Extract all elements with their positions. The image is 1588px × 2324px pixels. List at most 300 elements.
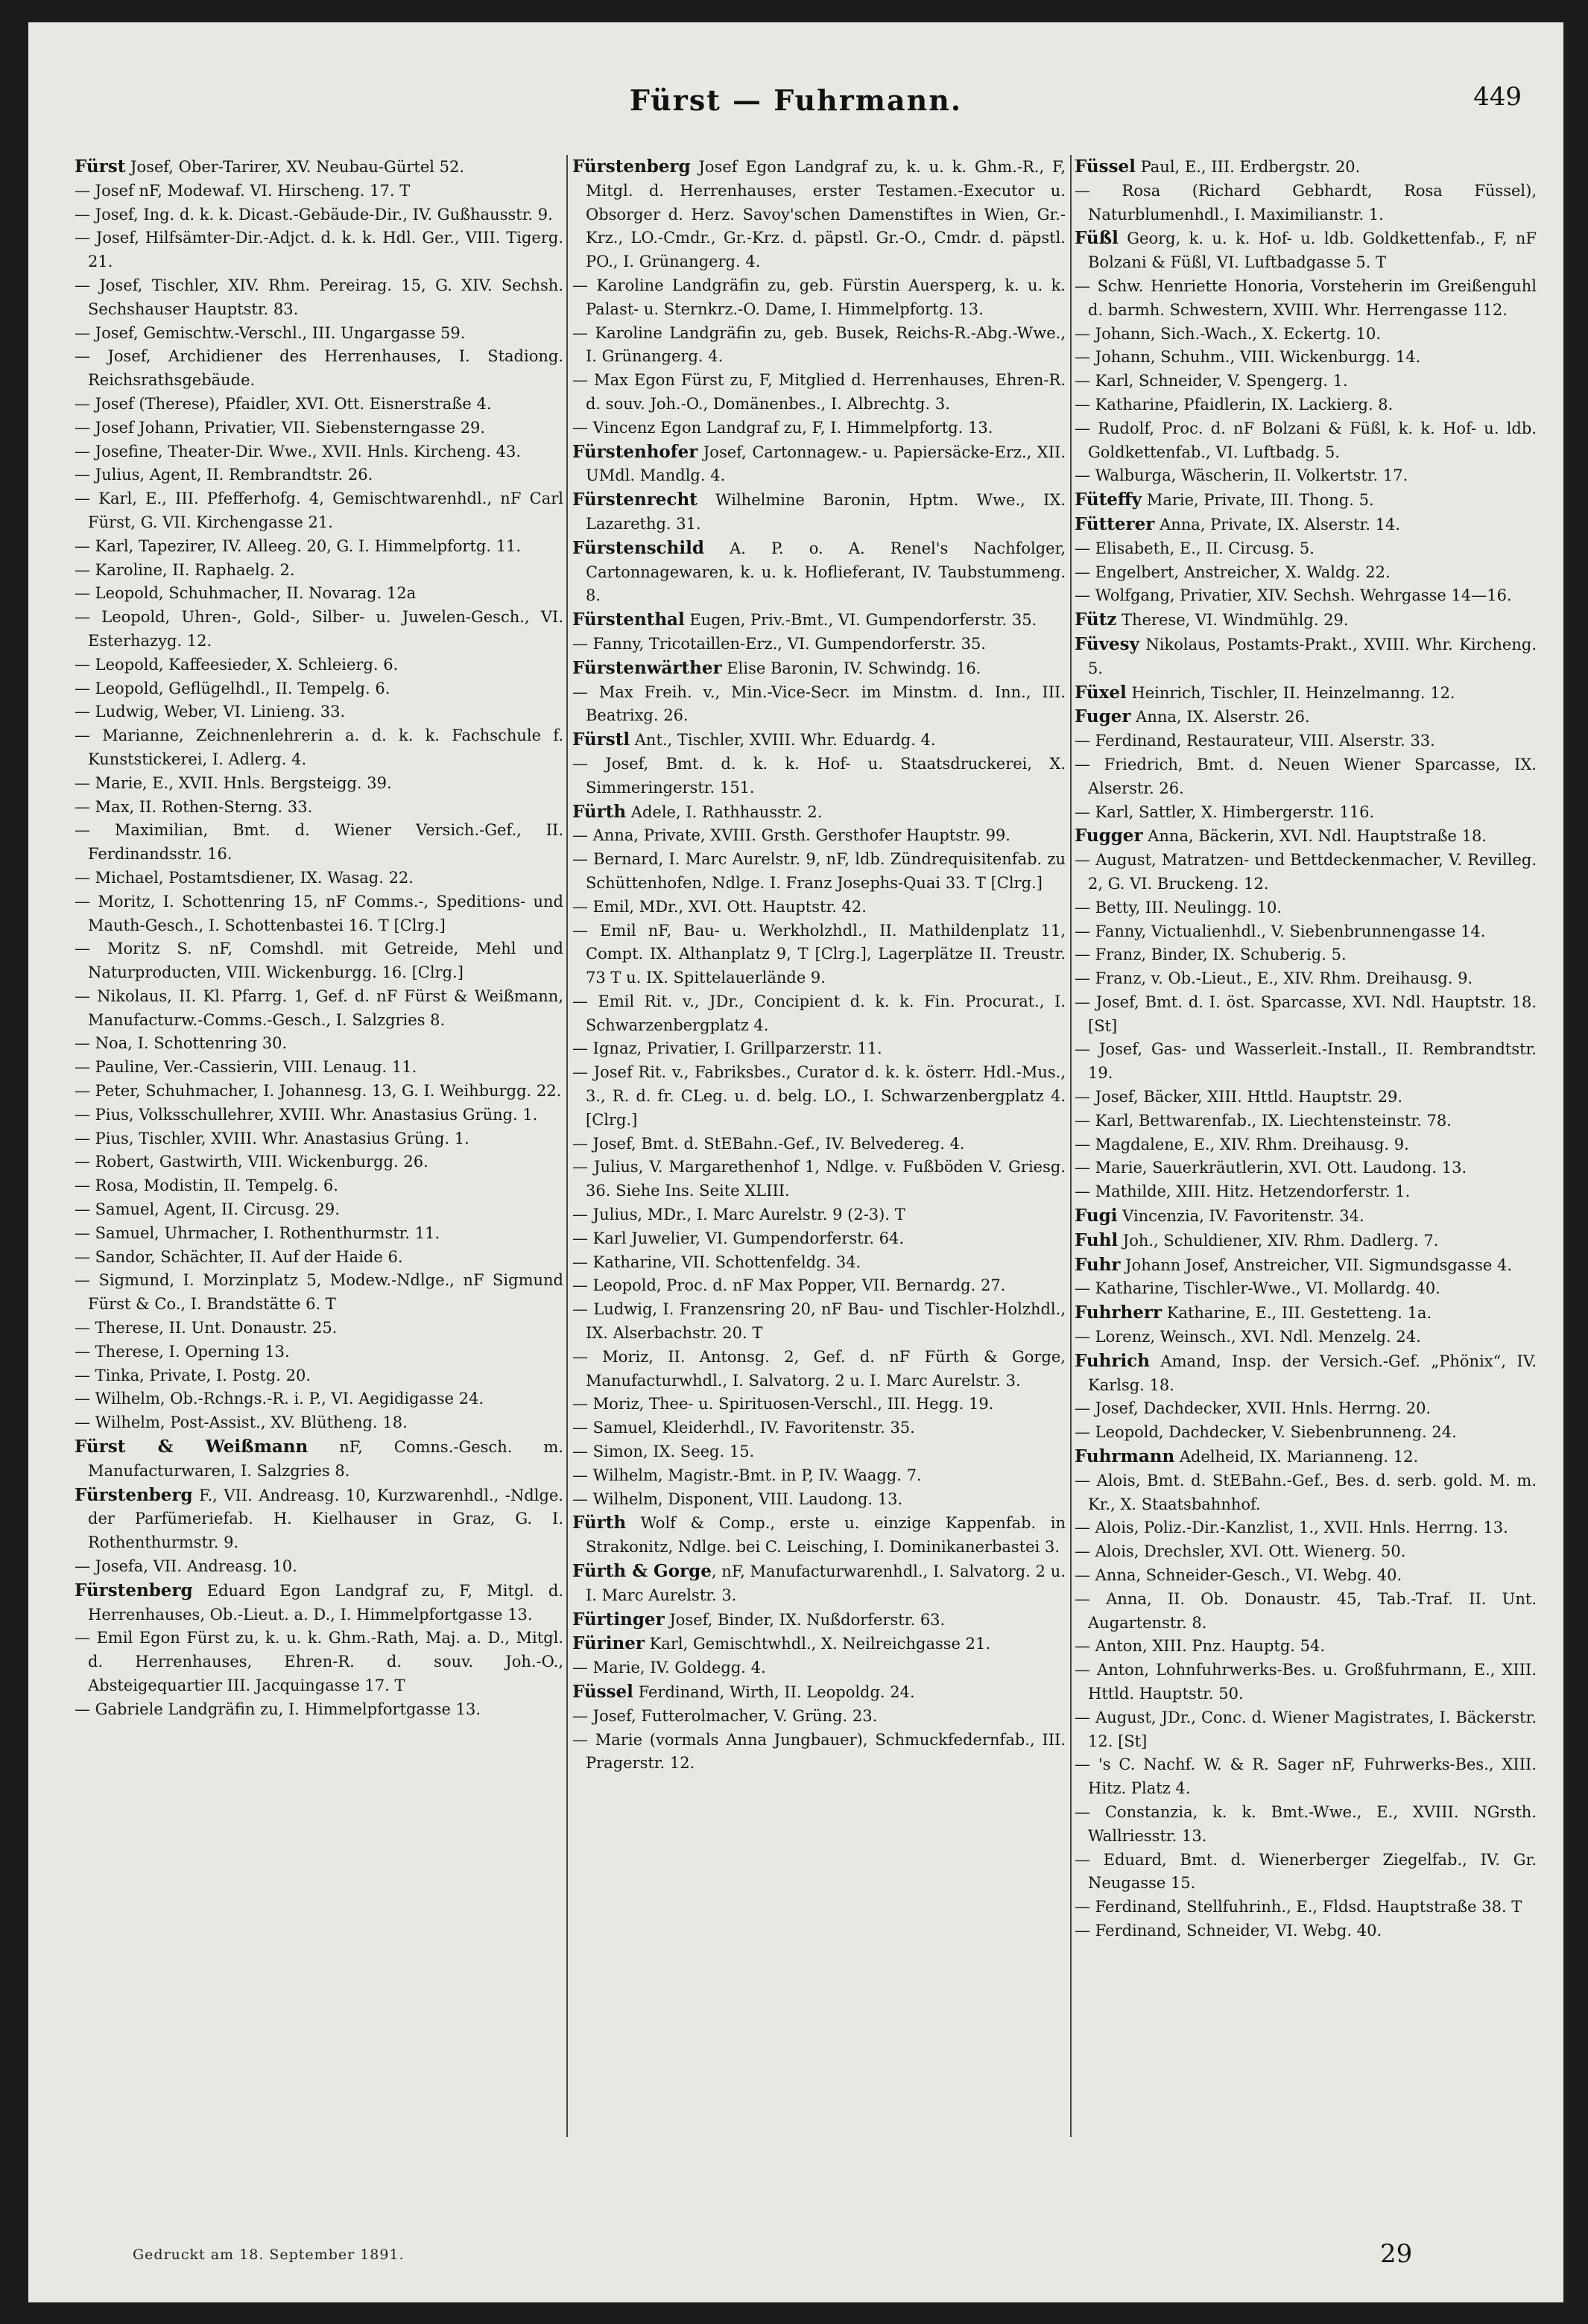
entry-text: — Fanny, Victualienhdl., V. Siebenbrunnengasse 14. — [1075, 922, 1486, 940]
entry-text: Anna, Private, IX. Alserstr. 14. — [1154, 515, 1401, 533]
entry-text: Wilhelmine Baronin, Hptm. Wwe., IX. Lazarethg. 31. — [586, 491, 1066, 533]
directory-entry — [572, 1464, 1066, 1488]
directory-entry — [75, 487, 563, 535]
entry-text: — Therese, II. Unt. Donaustr. 25. — [75, 1319, 338, 1337]
entry-text: — Josef, Hilfsämter-Dir.-Adjct. d. k. k. Hdl. Ger., VIII. Tigerg. 21. — [75, 229, 563, 271]
directory-entry — [75, 1555, 563, 1579]
entry-surname: Füxel — [1075, 682, 1127, 703]
entry-text: Anna, IX. Alserstr. 26. — [1130, 708, 1310, 726]
entry-text: — Magdalene, E., XIV. Rhm. Dreihausg. 9. — [1075, 1135, 1409, 1153]
entry-text: Heinrich, Tischler, II. Heinzelmanng. 12. — [1126, 683, 1455, 702]
entry-text: — Katharine, VII. Schottenfeldg. 34. — [572, 1253, 861, 1271]
entry-text: Josef Egon Landgraf zu, k. u. k. Ghm.-R., F, Mitgl. d. Herrenhauses, erster Testamen.-Executor u. Obsorger d. Herz. Savoy'schen Damenstiftes in Wien, Gr.-Krz., LO.-Cmdr., Gr.-Krz. d. päpstl. Gr.-O., Cmdr. d. päpstl. PO., I. Grünangerg. 4. — [586, 158, 1066, 271]
directory-entry — [75, 1340, 563, 1364]
directory-column-3 — [1075, 155, 1537, 2130]
entry-text: — Robert, Gastwirth, VIII. Wickenburgg. 26. — [75, 1153, 428, 1171]
entry-text: — Karl, Bettwarenfab., IX. Liechtensteinstr. 78. — [1075, 1111, 1452, 1130]
entry-text: — Ferdinand, Restaurateur, VIII. Alserstr. 33. — [1075, 732, 1435, 750]
entry-text: — Leopold, Kaffeesieder, X. Schleierg. 6. — [75, 655, 399, 674]
directory-entry — [572, 1608, 1066, 1633]
directory-entry — [572, 608, 1066, 633]
directory-entry — [572, 1705, 1066, 1729]
entry-text: — Pauline, Ver.-Cassierin, VIII. Lenaug. 11. — [75, 1058, 417, 1077]
entry-text: — Karoline, II. Raphaelg. 2. — [75, 560, 295, 579]
directory-entry — [75, 582, 563, 606]
directory-entry — [75, 1435, 563, 1484]
directory-entry — [1075, 896, 1537, 920]
entry-text: — Samuel, Kleiderhdl., IV. Favoritenstr. 35. — [572, 1419, 915, 1437]
entry-text: Katharine, E., III. Gestetteng. 1a. — [1162, 1304, 1432, 1323]
directory-entry — [1075, 1253, 1537, 1278]
entry-surname: Fuhr — [1075, 1254, 1121, 1275]
directory-entry — [572, 1632, 1066, 1656]
entry-text: — Simon, IX. Seeg. 15. — [572, 1443, 755, 1461]
entry-text: — Engelbert, Anstreicher, X. Waldg. 22. — [1075, 563, 1391, 581]
directory-entry — [1075, 1086, 1537, 1109]
entry-surname: Fuger — [1075, 706, 1131, 727]
entry-text: — Marie, E., XVII. Hnls. Bergsteigg. 39. — [75, 773, 392, 792]
entry-text: — Rudolf, Proc. d. nF Bolzani & Füßl, k. k. Hof- u. ldb. Goldkettenfab., VI. Luftbadg. 5. — [1075, 419, 1537, 461]
entry-text: Eduard Egon Landgraf zu, F, Mitgl. d. Herrenhauses, Ob.-Lieut. a. D., I. Himmelpfortgasse 13. — [88, 1581, 563, 1624]
entry-text: — Wolfgang, Privatier, XIV. Sechsh. Wehrgasse 14—16. — [1075, 586, 1512, 605]
entry-text: — Eduard, Bmt. d. Wienerberger Ziegelfab., IV. Gr. Neugasse 15. — [1075, 1850, 1537, 1893]
directory-entry — [75, 937, 563, 985]
entry-surname: Füssel — [1075, 156, 1136, 177]
directory-entry — [75, 1317, 563, 1340]
directory-entry — [1075, 1326, 1537, 1349]
entry-text: — Max Egon Fürst zu, F, Mitglied d. Herrenhauses, Ehren-R. d. souv. Joh.-O., Domänenbes., I. Albrechtg. 3. — [572, 371, 1066, 413]
entry-text: — Ignaz, Privatier, I. Grillparzerstr. 11. — [572, 1039, 882, 1058]
entry-text: — Franz, Binder, IX. Schuberig. 5. — [1075, 946, 1347, 964]
directory-entry — [75, 606, 563, 653]
directory-entry — [1075, 393, 1537, 417]
directory-entry — [572, 1416, 1066, 1440]
entry-text: — Anna, II. Ob. Donaustr. 45, Tab.-Traf. II. Unt. Augartenstr. 8. — [1075, 1589, 1537, 1632]
entry-text: Marie, Private, III. Thong. 5. — [1142, 491, 1374, 510]
directory-entry — [1075, 346, 1537, 370]
entry-text: Adelheid, IX. Marianneng. 12. — [1174, 1448, 1419, 1466]
directory-entry — [572, 440, 1066, 489]
entry-text: — Karoline Landgräfin zu, geb. Fürstin Auersperg, k. u. k. Palast- u. Sternkrz.-O. Dame, I. Himmelpfortg. 13. — [572, 276, 1066, 318]
entry-surname: Fürst & Weißmann — [75, 1437, 309, 1457]
directory-entry — [1075, 920, 1537, 944]
entry-text: Josef, Cartonnagew.- u. Papiersäcke-Erz., XII. UMdl. Mandlg. 4. — [586, 443, 1066, 485]
entry-text: — August, JDr., Conc. d. Wiener Magistrates, I. Bäckerstr. 12. [St] — [1075, 1708, 1537, 1750]
entry-text: — Julius, MDr., I. Marc Aurelstr. 9 (2-3). T — [572, 1206, 905, 1224]
entry-text: — Noa, I. Schottenring 30. — [75, 1034, 288, 1053]
directory-entry — [572, 1227, 1066, 1251]
directory-entry — [572, 896, 1066, 919]
directory-entry — [1075, 1180, 1537, 1204]
entry-text: — Josef, Bäcker, XIII. Httld. Hauptstr. 29. — [1075, 1088, 1403, 1106]
directory-entry — [572, 848, 1066, 896]
directory-entry — [572, 155, 1066, 274]
directory-entry — [75, 559, 563, 583]
entry-text: — Sigmund, I. Morzinplatz 5, Modew.-Ndlge., nF Sigmund Fürst & Co., I. Brandstätte 6. T — [75, 1271, 563, 1314]
directory-entry — [75, 1222, 563, 1246]
directory-entry — [572, 1656, 1066, 1680]
entry-text: — Leopold, Schuhmacher, II. Novarag. 12a — [75, 584, 417, 603]
directory-entry — [75, 677, 563, 701]
directory-entry — [1075, 1038, 1537, 1086]
directory-entry — [572, 1133, 1066, 1156]
entry-text: — Karl, Sattler, X. Himbergerstr. 116. — [1075, 802, 1375, 821]
entry-text: — Emil Egon Fürst zu, k. u. k. Ghm.-Rath, Maj. a. D., Mitgl. d. Herrenhauses, Ehren-R. d. souv. Joh.-O., Absteigequartier III. Jacquingasse 17. T — [75, 1629, 563, 1694]
directory-entry — [1075, 1349, 1537, 1398]
entry-text: — Josef, Bmt. d. StEBahn.-Gef., IV. Belvedereg. 4. — [572, 1134, 965, 1153]
entry-text: — Karoline Landgräfin zu, geb. Busek, Reichs-R.-Abg.-Wwe., I. Grünangerg. 4. — [572, 323, 1066, 366]
directory-entry — [1075, 513, 1537, 537]
entry-text: — Franz, v. Ob.-Lieut., E., XIV. Rhm. Dreihausg. 9. — [1075, 969, 1473, 988]
directory-entry — [1075, 370, 1537, 393]
entry-text: — Marianne, Zeichnenlehrerin a. d. k. k. Fachschule f. Kunststickerei, I. Adlerg. 4. — [75, 726, 563, 768]
entry-text: — Moriz, Thee- u. Spirituosen-Verschl., III. Hegg. 19. — [572, 1395, 994, 1413]
directory-entry — [75, 985, 563, 1033]
directory-entry — [572, 488, 1066, 536]
directory-entry — [1075, 943, 1537, 967]
entry-surname: Fürstenwärther — [572, 657, 722, 678]
directory-entry — [75, 1411, 563, 1435]
entry-surname: Fürstenthal — [572, 610, 685, 630]
directory-entry — [75, 1364, 563, 1388]
directory-entry — [75, 1174, 563, 1198]
entry-text: Nikolaus, Postamts-Prakt., XVIII. Whr. Kircheng. 5. — [1088, 635, 1537, 677]
entry-text: — Walburga, Wäscherin, II. Volkertstr. 17. — [1075, 466, 1408, 485]
entry-text: — Johann, Sich.-Wach., X. Eckertg. 10. — [1075, 324, 1381, 343]
directory-entry — [1075, 1635, 1537, 1659]
entry-surname: Fürstenberg — [75, 1580, 193, 1600]
directory-entry — [1075, 464, 1537, 488]
entry-text: — Samuel, Agent, II. Circusg. 29. — [75, 1200, 340, 1219]
entry-text: — Alois, Poliz.-Dir.-Kanzlist, 1., XVII. Hnls. Herrng. 13. — [1075, 1519, 1508, 1537]
directory-entry — [75, 796, 563, 820]
directory-entry — [572, 1274, 1066, 1298]
directory-entry — [75, 1198, 563, 1222]
directory-entry — [1075, 1896, 1537, 1919]
entry-text: — Anton, XIII. Pnz. Hauptg. 54. — [1075, 1637, 1326, 1656]
entry-text: — Leopold, Geflügelhdl., II. Tempelg. 6. — [75, 679, 390, 697]
directory-entry — [75, 440, 563, 464]
entry-surname: Fürstenschild — [572, 537, 704, 558]
directory-entry — [572, 1560, 1066, 1608]
entry-text: — Karl Juwelier, VI. Gumpendorferstr. 64. — [572, 1229, 905, 1247]
entry-text: — Michael, Postamtsdiener, IX. Wasag. 22. — [75, 868, 414, 887]
directory-entry — [1075, 705, 1537, 729]
entry-text: Joh., Schuldiener, XIV. Rhm. Dadlerg. 7. — [1118, 1231, 1439, 1250]
directory-entry — [572, 1203, 1066, 1227]
entry-surname: Fuhrich — [1075, 1350, 1150, 1371]
directory-entry — [1075, 275, 1537, 323]
directory-entry — [1075, 1588, 1537, 1636]
entry-text: — Moritz S. nF, Comshdl. mit Getreide, Mehl und Naturproducten, VIII. Wickenburgg. 16. [Clrg.] — [75, 940, 563, 982]
entry-text: — Ferdinand, Stellfuhrinh., E., Fldsd. Hauptstraße 38. T — [1075, 1898, 1522, 1916]
print-date: Gedruckt am 18. September 1891. — [133, 2247, 405, 2263]
directory-entry — [1075, 1301, 1537, 1326]
page-title: Fürst — Fuhrmann. — [629, 83, 963, 117]
directory-entry — [1075, 1516, 1537, 1540]
entry-text: Therese, VI. Windmühlg. 29. — [1116, 611, 1349, 630]
entry-surname: Füteffy — [1075, 490, 1142, 510]
entry-text: — Therese, I. Operning 13. — [75, 1342, 290, 1361]
directory-entry — [1075, 801, 1537, 825]
directory-entry — [572, 1346, 1066, 1393]
entry-text: Johann Josef, Anstreicher, VII. Sigmundsgasse 4. — [1120, 1256, 1513, 1274]
directory-entry — [1075, 1753, 1537, 1801]
directory-column-2 — [572, 155, 1066, 2130]
entry-text: — Sandor, Schächter, II. Auf der Haide 6. — [75, 1247, 403, 1266]
directory-entry — [75, 1579, 563, 1627]
entry-surname: Fuhrmann — [1075, 1446, 1175, 1467]
entry-surname: Fütterer — [1075, 513, 1155, 534]
entry-text: — Marie, IV. Goldegg. 4. — [572, 1659, 766, 1677]
page-number: 449 — [1473, 82, 1522, 112]
directory-entry — [572, 728, 1066, 753]
directory-entry — [1075, 633, 1537, 681]
directory-entry — [75, 1056, 563, 1080]
entry-surname: Fütz — [1075, 610, 1117, 630]
entry-text: — Moriz, II. Antonsg. 2, Gef. d. nF Fürth & Gorge, Manufacturwhdl., I. Salvatorg. 2 u. I. Marc Aurelstr. 3. — [572, 1347, 1066, 1390]
entry-text: — Marie, Sauerkräutlerin, XVI. Ott. Laudong. 13. — [1075, 1159, 1467, 1177]
directory-entry — [1075, 729, 1537, 753]
entry-text: — Emil nF, Bau- u. Werkholzhdl., II. Mathildenplatz 11, Compt. IX. Althanplatz 9, T [Clrg.], Lagerplätze II. Treustr. 73 T u. IX. Spittelauerlände 9. — [572, 921, 1066, 987]
directory-entry — [572, 1393, 1066, 1416]
entry-surname: Fürstenberg — [75, 1484, 193, 1505]
directory-entry — [572, 322, 1066, 370]
directory-entry — [1075, 1849, 1537, 1896]
entry-text: Wolf & Comp., erste u. einzige Kappenfab. in Strakonitz, Ndlge. bei C. Leisching, I. Dominikanerbastei 3. — [586, 1514, 1066, 1557]
directory-page — [28, 22, 1563, 2302]
entry-text: — Gabriele Landgräfin zu, I. Himmelpfortgasse 13. — [75, 1700, 481, 1718]
entry-text: — Wilhelm, Magistr.-Bmt. in P, IV. Waagg. 7. — [572, 1466, 922, 1484]
entry-surname: Fürstenrecht — [572, 490, 697, 510]
entry-text: — Katharine, Pfaidlerin, IX. Lackierg. 8. — [1075, 395, 1394, 414]
directory-entry — [1075, 1659, 1537, 1706]
entry-text: — Leopold, Proc. d. nF Max Popper, VII. Bernardg. 27. — [572, 1276, 1006, 1295]
entry-text: — Ludwig, I. Franzensring 20, nF Bau- und Tischler-Holzhdl., IX. Alserbachstr. 20. T — [572, 1300, 1066, 1343]
entry-text: , nF, Manufacturwarenhdl., I. Salvatorg. 2 u. I. Marc Aurelstr. 3. — [586, 1562, 1066, 1604]
entry-surname: Fuhrherr — [1075, 1302, 1162, 1323]
entry-text: — Josef (Therese), Pfaidler, XVI. Ott. Eisnerstraße 4. — [75, 394, 492, 413]
directory-entry — [1075, 323, 1537, 346]
entry-text: — Karl, E., III. Pfefferhofg. 4, Gemischtwarenhdl., nF Carl Fürst, G. VII. Kirchengasse 21. — [75, 490, 563, 531]
entry-text: — Josef, Gemischtw.-Verschl., III. Ungargasse 59. — [75, 323, 466, 342]
entry-text: Amand, Insp. der Versich.-Gef. „Phönix“, IV. Karlsg. 18. — [1088, 1352, 1537, 1394]
entry-text: — Josef, Archidiener des Herrenhauses, I. Stadiong. Reichsrathsgebäude. — [75, 347, 563, 390]
directory-entry — [1075, 753, 1537, 801]
entry-text: — Karl, Schneider, V. Spengerg. 1. — [1075, 372, 1348, 390]
directory-entry — [1075, 608, 1537, 633]
directory-entry — [1075, 488, 1537, 513]
entry-text: — Bernard, I. Marc Aurelstr. 9, nF, ldb. Zündrequisitenfab. zu Schüttenhofen, Ndlge. I. Franz Josephs-Quai 33. T [Clrg.] — [572, 850, 1066, 892]
entry-text: — Maximilian, Bmt. d. Wiener Versich.-Gef., II. Ferdinandsstr. 16. — [75, 821, 563, 864]
entry-text: — Tinka, Private, I. Postg. 20. — [75, 1366, 311, 1384]
entry-text: — Fanny, Tricotaillen-Erz., VI. Gumpendorferstr. 35. — [572, 634, 987, 653]
entry-text: — Anna, Private, XVIII. Grsth. Gersthofer Hauptstr. 99. — [572, 826, 1010, 845]
directory-entry — [572, 1298, 1066, 1346]
directory-entry — [572, 656, 1066, 681]
entry-surname: Fugi — [1075, 1206, 1118, 1226]
directory-entry — [1075, 1229, 1537, 1253]
entry-text: — Max Freih. v., Min.-Vice-Secr. im Minstm. d. Inn., III. Beatrixg. 26. — [572, 683, 1066, 725]
directory-entry — [1075, 1801, 1537, 1849]
directory-entry — [75, 1032, 563, 1056]
entry-surname: Fuhl — [1075, 1229, 1119, 1250]
directory-entry — [75, 819, 563, 867]
directory-entry — [75, 1698, 563, 1722]
directory-entry — [1075, 1421, 1537, 1445]
entry-surname: Füssel — [572, 1682, 633, 1702]
directory-entry — [75, 1104, 563, 1127]
directory-entry — [75, 417, 563, 440]
entry-surname: Füßl — [1075, 228, 1119, 249]
entry-text: Georg, k. u. k. Hof- u. ldb. Goldkettenfab., F, nF Bolzani & Füßl, VI. Luftbadgasse 5. T — [1088, 229, 1537, 272]
entry-text: — Max, II. Rothen-Sterng. 33. — [75, 797, 313, 816]
directory-entry — [75, 1246, 563, 1270]
directory-entry — [1075, 681, 1537, 706]
entry-text: — Rosa, Modistin, II. Tempelg. 6. — [75, 1177, 338, 1195]
directory-entry — [1075, 991, 1537, 1039]
directory-entry — [75, 867, 563, 890]
column-divider — [566, 155, 568, 2137]
directory-entry — [75, 227, 563, 274]
entry-text: — Josefa, VII. Andreasg. 10. — [75, 1557, 297, 1576]
directory-entry — [75, 393, 563, 417]
directory-entry — [75, 1484, 563, 1555]
directory-entry — [75, 890, 563, 938]
directory-entry — [572, 417, 1066, 440]
entry-text: — Constanzia, k. k. Bmt.-Wwe., E., XVIII. NGrsth. Wallriesstr. 13. — [1075, 1802, 1537, 1845]
directory-entry — [75, 155, 563, 180]
directory-entry — [1075, 1109, 1537, 1133]
directory-entry — [1075, 967, 1537, 991]
directory-entry — [1075, 849, 1537, 896]
entry-text: — Wilhelm, Post-Assist., XV. Blütheng. 18. — [75, 1413, 408, 1432]
directory-entry — [572, 990, 1066, 1038]
entry-surname: Fürst — [75, 156, 126, 177]
entry-surname: Fürth — [572, 801, 627, 822]
directory-entry — [1075, 1919, 1537, 1943]
directory-entry — [1075, 1445, 1537, 1469]
entry-text: — Schw. Henriette Honoria, Vorsteherin im Greißenguhl d. barmh. Schwestern, XVIII. Whr. Herrengasse 112. — [1075, 276, 1537, 319]
entry-text: — Johann, Schuhm., VIII. Wickenburgg. 14. — [1075, 348, 1421, 367]
directory-entry — [572, 1488, 1066, 1512]
column-divider — [1070, 155, 1072, 2137]
entry-text: — 's C. Nachf. W. & R. Sager nF, Fuhrwerks-Bes., XIII. Hitz. Platz 4. — [1075, 1755, 1537, 1798]
entry-text: Ferdinand, Wirth, II. Leopoldg. 24. — [633, 1683, 915, 1701]
directory-entry — [75, 322, 563, 346]
directory-entry — [572, 681, 1066, 729]
entry-text: — Josefine, Theater-Dir. Wwe., XVII. Hnls. Kircheng. 43. — [75, 442, 521, 460]
entry-text: — Josef, Bmt. d. k. k. Hof- u. Staatsdruckerei, X. Simmeringerstr. 151. — [572, 754, 1066, 797]
entry-text: — Katharine, Tischler-Wwe., VI. Mollardg. 40. — [1075, 1279, 1440, 1298]
entry-text: — Ferdinand, Schneider, VI. Webg. 40. — [1075, 1921, 1382, 1940]
entry-text: — Josef Rit. v., Fabriksbes., Curator d. k. k. österr. Hdl.-Mus., 3., R. d. fr. CLeg. u. d. belg. LO., I. Schwarzenbergplatz 4. [Clrg.] — [572, 1063, 1066, 1129]
directory-entry — [75, 535, 563, 559]
directory-entry — [75, 1387, 563, 1411]
directory-entry — [572, 1061, 1066, 1132]
entry-surname: Fugger — [1075, 826, 1143, 846]
directory-entry — [1075, 537, 1537, 561]
entry-surname: Füvesy — [1075, 633, 1139, 654]
entry-surname: Fürstenberg — [572, 156, 691, 177]
entry-surname: Fürstl — [572, 729, 630, 750]
directory-entry — [1075, 1204, 1537, 1229]
entry-text: — Anton, Lohnfuhrwerks-Bes. u. Großfuhrmann, E., XIII. Httld. Hauptstr. 50. — [1075, 1661, 1537, 1703]
directory-entry — [572, 1440, 1066, 1464]
directory-entry — [75, 1627, 563, 1697]
directory-entry — [1075, 561, 1537, 585]
directory-entry — [75, 180, 563, 203]
directory-entry — [572, 1511, 1066, 1560]
directory-entry — [572, 369, 1066, 417]
directory-entry — [75, 653, 563, 677]
entry-text: Elise Baronin, IV. Schwindg. 16. — [721, 659, 981, 677]
entry-text: Eugen, Priv.-Bmt., VI. Gumpendorferstr. 35. — [684, 611, 1037, 630]
directory-entry — [75, 345, 563, 393]
directory-entry — [572, 753, 1066, 800]
entry-surname: Fürtinger — [572, 1609, 665, 1630]
directory-entry — [1075, 824, 1537, 849]
entry-text: — Wilhelm, Disponent, VIII. Laudong. 13. — [572, 1489, 903, 1508]
directory-entry — [572, 274, 1066, 322]
entry-text: — Rosa (Richard Gebhardt, Rosa Füssel), Naturblumenhdl., I. Maximilianstr. 1. — [1075, 181, 1537, 224]
entry-text: — Alois, Bmt. d. StEBahn.-Gef., Bes. d. serb. gold. M. m. Kr., X. Staatsbahnhof. — [1075, 1471, 1537, 1513]
entry-text: — Elisabeth, E., II. Circusg. 5. — [1075, 539, 1315, 557]
entry-text: — Alois, Drechsler, XVI. Ott. Wienerg. 50. — [1075, 1542, 1406, 1561]
entry-text: — Josef, Dachdecker, XVII. Hnls. Herrng. 20. — [1075, 1399, 1432, 1418]
entry-surname: Fürth — [572, 1513, 627, 1533]
directory-entry — [1075, 180, 1537, 227]
entry-text: — Mathilde, XIII. Hitz. Hetzendorferstr. 1. — [1075, 1182, 1411, 1201]
entry-text: — Vincenz Egon Landgraf zu, F, I. Himmelpfortg. 13. — [572, 418, 993, 437]
entry-text: — Josef, Gas- und Wasserleit.-Install., II. Rembrandtstr. 19. — [1075, 1040, 1537, 1083]
directory-entry — [1075, 584, 1537, 608]
sheet-signature: 29 — [1380, 2239, 1413, 2269]
entry-text: Paul, E., III. Erdbergstr. 20. — [1135, 158, 1361, 176]
directory-entry — [75, 700, 563, 724]
entry-text: — Moritz, I. Schottenring 15, nF Comms.-, Speditions- und Mauth-Gesch., I. Schottenbastei 16. T [Clrg.] — [75, 892, 563, 934]
directory-entry — [572, 1729, 1066, 1776]
entry-text: — Leopold, Uhren-, Gold-, Silber- u. Juwelen-Gesch., VI. Esterhazyg. 12. — [75, 608, 563, 650]
entry-text: — Friedrich, Bmt. d. Neuen Wiener Sparcasse, IX. Alserstr. 26. — [1075, 755, 1537, 797]
directory-entry — [1075, 1540, 1537, 1564]
directory-entry — [75, 1080, 563, 1104]
entry-text: Anna, Bäckerin, XVI. Ndl. Hauptstraße 18. — [1142, 827, 1487, 846]
entry-text: Adele, I. Rathhausstr. 2. — [626, 802, 823, 821]
entry-text: — Leopold, Dachdecker, V. Siebenbrunneng. 24. — [1075, 1423, 1457, 1442]
entry-text: Karl, Gemischtwhdl., X. Neilreichgasse 21. — [644, 1635, 991, 1653]
directory-entry — [572, 824, 1066, 848]
directory-entry — [572, 800, 1066, 825]
directory-entry — [572, 633, 1066, 656]
entry-text: — Betty, III. Neulingg. 10. — [1075, 898, 1282, 916]
directory-entry — [1075, 155, 1537, 180]
directory-entry — [1075, 1277, 1537, 1301]
directory-entry — [572, 1156, 1066, 1203]
directory-entry — [75, 772, 563, 796]
entry-text: nF, Comns.-Gesch. m. Manufacturwaren, I. Salzgries 8. — [88, 1438, 563, 1480]
directory-entry — [1075, 1706, 1537, 1754]
entry-text: — Josef nF, Modewaf. VI. Hirscheng. 17. T — [75, 181, 411, 200]
directory-entry — [1075, 227, 1537, 275]
directory-entry — [572, 1037, 1066, 1061]
entry-text: — Julius, Agent, II. Rembrandtstr. 26. — [75, 466, 373, 484]
directory-entry — [572, 1680, 1066, 1705]
entry-text: — Nikolaus, II. Kl. Pfarrg. 1, Gef. d. nF Fürst & Weißmann, Manufacturw.-Comms.-Gesch., I. Salzgries 8. — [75, 987, 563, 1029]
entry-text: — Marie (vormals Anna Jungbauer), Schmuckfedernfab., III. Pragerstr. 12. — [572, 1730, 1066, 1773]
directory-entry — [75, 1269, 563, 1317]
entry-text: Josef, Binder, IX. Nußdorferstr. 63. — [664, 1610, 946, 1629]
